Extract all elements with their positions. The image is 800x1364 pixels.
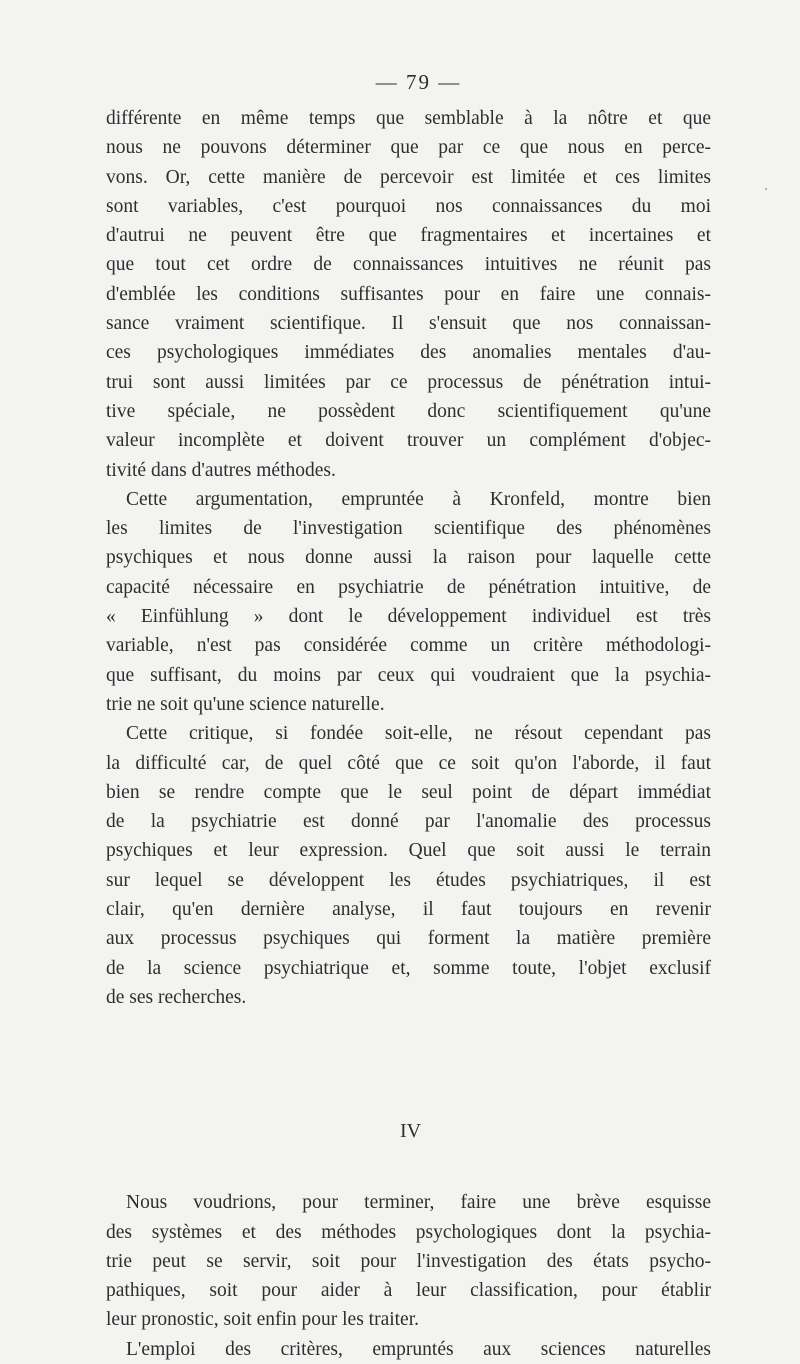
paragraph — [106, 719, 711, 1012]
text-line: psychiques et nous donne aussi la raison pour laquelle cette — [106, 547, 711, 569]
text-line: de ses recherches. — [106, 986, 247, 1008]
text-line: Cette critique, si fondée soit-elle, ne résout cependant pas — [126, 723, 711, 745]
text-line: sont variables, c'est pourquoi nos connaissances du moi — [106, 195, 711, 217]
text-line: de la psychiatrie est donné par l'anomalie des processus — [106, 811, 711, 833]
paragraph — [106, 104, 711, 485]
text-line: nous ne pouvons déterminer que par ce que nous en perce- — [106, 137, 711, 159]
text-line: valeur incomplète et doivent trouver un complément d'objec- — [106, 430, 711, 452]
text-line: la difficulté car, de quel côté que ce soit qu'on l'aborde, il faut — [106, 752, 711, 774]
section-text — [106, 1188, 711, 1364]
text-line: sance vraiment scientifique. Il s'ensuit que nos connaissan- — [106, 313, 711, 335]
text-line: « Einfühlung » dont le développement individuel est très — [106, 606, 711, 628]
text-line: d'emblée les conditions suffisantes pour en faire une connais- — [106, 283, 711, 305]
text-line: sur lequel se développent les études psychiatriques, il est — [106, 869, 711, 891]
text-line: aux processus psychiques qui forment la matière première — [106, 928, 711, 950]
text-line: que tout cet ordre de connaissances intuitives ne réunit pas — [106, 254, 711, 276]
paragraph — [106, 1188, 711, 1334]
text-line: tivité dans d'autres méthodes. — [106, 459, 336, 481]
text-line: d'autrui ne peuvent être que fragmentaires et incertaines et — [106, 225, 711, 247]
text-line: trui sont aussi limitées par ce processus de pénétration intui- — [106, 371, 711, 393]
body-text — [106, 104, 711, 1012]
text-line: différente en même temps que semblable à la nôtre et que — [106, 108, 711, 129]
text-line: pathiques, soit pour aider à leur classification, pour établir — [106, 1280, 711, 1302]
text-line: bien se rendre compte que le seul point de départ immédiat — [106, 781, 711, 803]
text-line: leur pronostic, soit enfin pour les traiter. — [106, 1309, 420, 1331]
text-line: trie peut se servir, soit pour l'investigation des états psycho- — [106, 1250, 711, 1272]
text-line: tive spéciale, ne possèdent donc scientifiquement qu'une — [106, 400, 711, 422]
text-line: Cette argumentation, empruntée à Kronfeld, montre bien — [126, 488, 711, 510]
text-line: ces psychologiques immédiates des anomalies mentales d'au- — [106, 342, 711, 364]
text-line: que suffisant, du moins par ceux qui voudraient que la psychia- — [106, 664, 711, 686]
paragraph — [106, 485, 711, 719]
text-line: trie ne soit qu'une science naturelle. — [106, 693, 385, 715]
text-line: variable, n'est pas considérée comme un critère méthodologi- — [106, 635, 711, 657]
paper-speck — [765, 188, 767, 190]
text-line: L'emploi des critères, empruntés aux sciences naturelles — [126, 1338, 711, 1360]
text-line: Nous voudrions, pour terminer, faire une brève esquisse — [126, 1192, 711, 1214]
book-page — [106, 60, 711, 1364]
text-line: psychiques et leur expression. Quel que soit aussi le terrain — [106, 840, 711, 862]
page-number: — 79 — — [375, 70, 462, 94]
text-line: des systèmes et des méthodes psychologiques dont la psychia- — [106, 1221, 711, 1243]
text-line: capacité nécessaire en psychiatrie de pénétration intuitive, de — [106, 576, 711, 598]
text-line: clair, qu'en dernière analyse, il faut toujours en revenir — [106, 899, 711, 921]
text-line: vons. Or, cette manière de percevoir est limitée et ces limites — [106, 166, 711, 188]
text-line: les limites de l'investigation scientifique des phénomènes — [106, 518, 711, 540]
text-line: de la science psychiatrique et, somme toute, l'objet exclusif — [106, 957, 711, 979]
section-heading: IV — [399, 1120, 422, 1143]
paragraph — [106, 1335, 711, 1364]
